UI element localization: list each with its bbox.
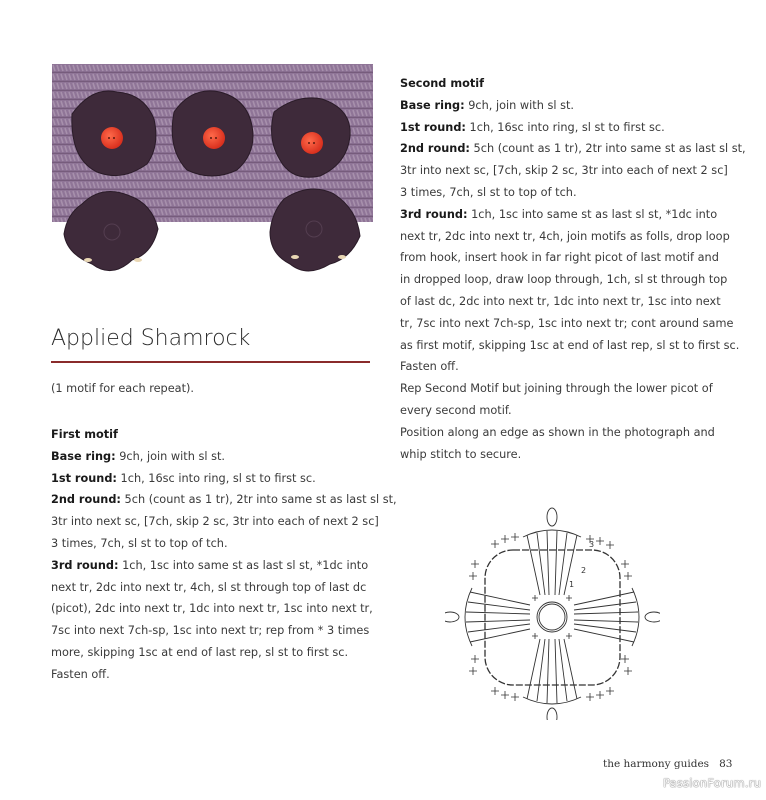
instruction-line: as first motif, skipping 1sc at end of last rep, sl st to first sc. (400, 338, 740, 352)
instruction-line: (picot), 2dc into next tr, 1dc into next tr, 1sc into next tr, (51, 602, 373, 616)
instruction-line: 2nd round: 5ch (count as 1 tr), 2tr into same st as last sl st, (51, 493, 397, 507)
instruction-line: 2nd round: 5ch (count as 1 tr), 2tr into same st as last sl st, (400, 142, 746, 156)
page-number: 83 (719, 758, 733, 770)
instruction-line: 1st round: 1ch, 16sc into ring, sl st to first sc. (400, 120, 665, 134)
pattern-photograph (52, 64, 373, 284)
instruction-line: 3 times, 7ch, sl st to top of tch. (51, 536, 228, 550)
second-motif-heading: Second motif (400, 77, 485, 90)
instruction-line: from hook, insert hook in far right picot of last motif and (400, 251, 719, 265)
book-title: the harmony guides (603, 758, 710, 770)
instruction-line: tr, 7sc into next 7ch-sp, 1sc into next tr; cont around same (400, 316, 734, 330)
instruction-line: Rep Second Motif but joining through the lower picot of (400, 382, 713, 396)
instruction-line: Fasten off. (400, 360, 459, 374)
instruction-line: next tr, 2dc into next tr, 4ch, join motifs as folls, drop loop (400, 229, 730, 243)
instruction-line: 3 times, 7ch, sl st to top of tch. (400, 185, 577, 199)
crochet-chart-diagram (445, 505, 660, 720)
round-label-1: 1 (569, 580, 575, 589)
page-footer (603, 758, 732, 770)
second-motif-section (400, 73, 746, 465)
instruction-line: in dropped loop, draw loop through, 1ch, sl st through top (400, 273, 728, 287)
instruction-line: 1st round: 1ch, 16sc into ring, sl st to first sc. (51, 471, 316, 485)
pattern-title: Applied Shamrock (51, 326, 251, 351)
instruction-line: 3tr into next sc, [7ch, skip 2 sc, 3tr into each of next 2 sc] (51, 515, 379, 529)
instruction-line: Position along an edge as shown in the photograph and (400, 425, 715, 439)
round-label-2: 2 (581, 566, 587, 575)
instruction-line: whip stitch to secure. (400, 447, 522, 461)
instruction-line: Base ring: 9ch, join with sl st. (51, 449, 226, 463)
pattern-intro: (1 motif for each repeat). (51, 382, 195, 395)
title-rule (51, 361, 370, 363)
instruction-line: 3rd round: 1ch, 1sc into same st as last sl st, *1dc into (400, 207, 718, 221)
instruction-line: Fasten off. (51, 667, 110, 681)
instruction-line: of last dc, 2dc into next tr, 1dc into next tr, 1sc into next (400, 294, 721, 308)
instruction-line: 7sc into next 7ch-sp, 1sc into next tr; rep from * 3 times (51, 624, 370, 638)
instruction-line: more, skipping 1sc at end of last rep, sl st to first sc. (51, 645, 349, 659)
first-motif-section (51, 424, 397, 686)
watermark: PassionForum.ru (663, 776, 762, 790)
instruction-line: every second motif. (400, 403, 512, 417)
instruction-line: 3rd round: 1ch, 1sc into same st as last sl st, *1dc into (51, 558, 369, 572)
instruction-line: Base ring: 9ch, join with sl st. (400, 98, 575, 112)
instruction-line: next tr, 2dc into next tr, 4ch, sl st through top of last dc (51, 580, 367, 594)
first-motif-heading: First motif (51, 428, 118, 441)
instruction-line: 3tr into next sc, [7ch, skip 2 sc, 3tr into each of next 2 sc] (400, 164, 728, 178)
round-label-3: 3 (589, 540, 595, 549)
